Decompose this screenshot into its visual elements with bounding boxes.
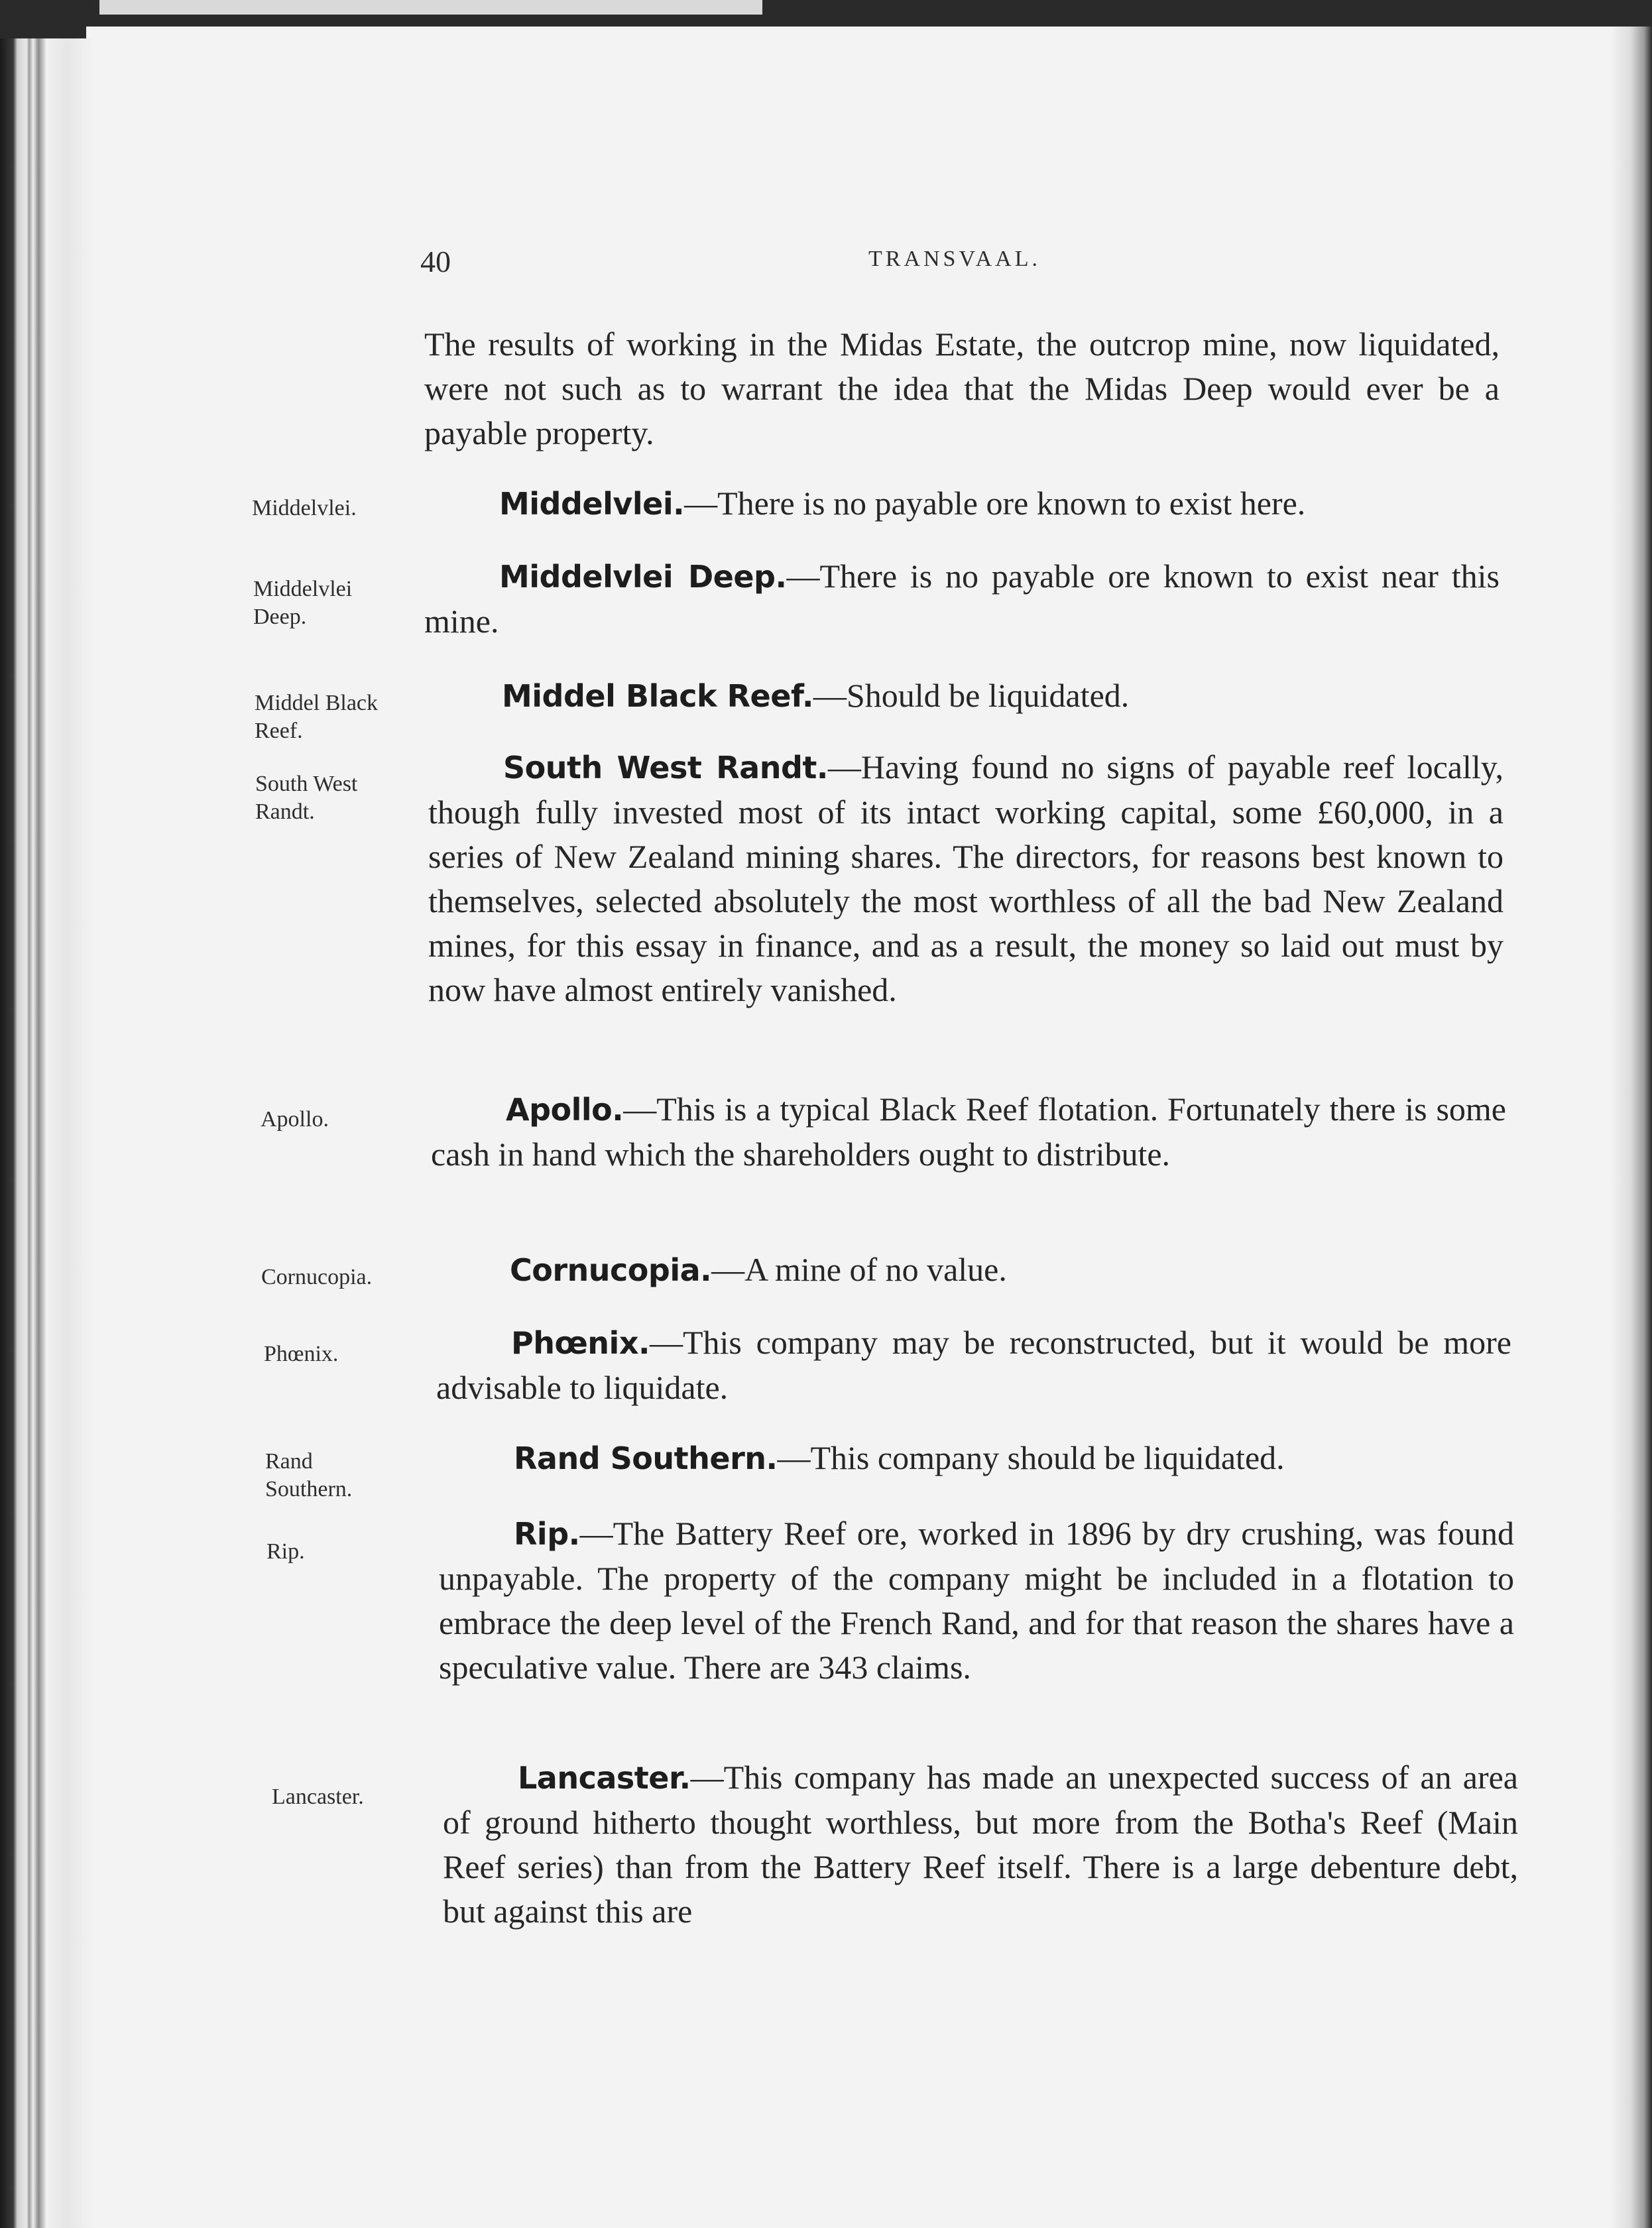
margin-note-line: Randt. bbox=[255, 799, 315, 824]
entry-rip: Rip.—The Battery Reef ore, worked in 1896 by dry crushing, was found unpayable. The property of the company might be included in a flotation to embrace the deep level of the French Rand, and for that reason the shares have a speculative value. There are 343 claims. bbox=[439, 1515, 1514, 1686]
entry-title: Lancaster. bbox=[518, 1760, 691, 1796]
margin-note-line: Reef. bbox=[255, 719, 303, 743]
page-number: 40 bbox=[420, 245, 451, 278]
margin-note-cornucopia bbox=[261, 1263, 372, 1291]
margin-note-line: Middel Black bbox=[255, 691, 379, 715]
entry-text: This company may be reconstructed, but it would be more advisable to liquidate. bbox=[436, 1324, 1511, 1406]
margin-note-line: Southern. bbox=[265, 1477, 353, 1501]
entry-lancaster: Lancaster.—This company has made an unexpected success of an area of ground hitherto thought worthless, but more from the Botha's Reef (Main Reef series) than from the Battery Reef itself. There is a large debenture debt, but against this are bbox=[443, 1759, 1518, 1930]
entry-text: Having found no signs of payable reef locally, though fully invested most of its intact working capital, some £60,000, in a series of New Zealand mining shares. The directors, for reasons best known to themselves, selected absolutely the most worthless of all the bad New Zealand mines, for this essay in finance, and as a result, the money so laid out must by now have almost entirely vanished. bbox=[428, 748, 1504, 1008]
margin-note-line: Phœnix. bbox=[264, 1342, 339, 1366]
margin-note-line: South West bbox=[255, 772, 358, 796]
margin-note-line: Lancaster. bbox=[272, 1785, 364, 1809]
entry-text: A mine of no value. bbox=[744, 1251, 1007, 1288]
entry-phoenix: Phœnix.—This company may be reconstructed, but it would be more advisable to liquidate. bbox=[436, 1324, 1511, 1406]
margin-note-south-west-randt bbox=[255, 770, 357, 826]
entry-title: Apollo. bbox=[506, 1092, 624, 1128]
entry-rand-southern: Rand Southern.—This company should be liquidated. bbox=[514, 1439, 1285, 1476]
intro-paragraph bbox=[424, 322, 1500, 455]
entry-title: Rip. bbox=[514, 1516, 580, 1552]
margin-note-rip bbox=[266, 1538, 305, 1566]
entry-title: Middel Black Reef. bbox=[502, 678, 813, 714]
book-spine bbox=[0, 38, 93, 2228]
entry-middel-black-reef: Middel Black Reef.—Should be liquidated. bbox=[502, 677, 1130, 714]
page-right-edge bbox=[1611, 27, 1652, 2228]
entry-middelvlei: Middelvlei.—There is no payable ore known to exist here. bbox=[499, 485, 1306, 522]
entry-title: Cornucopia. bbox=[510, 1252, 712, 1288]
entry-text: This company should be liquidated. bbox=[810, 1439, 1285, 1476]
entry-title: Middelvlei. bbox=[499, 486, 685, 522]
margin-note-apollo bbox=[261, 1106, 329, 1134]
entry-text: The Battery Reef ore, worked in 1896 by dry crushing, was found unpayable. The property of the company might be included in a flotation to embrace the deep level of the French Rand, and for that reason the shares have a speculative value. There are 343 claims. bbox=[439, 1515, 1514, 1686]
entry-title: Rand Southern. bbox=[514, 1440, 778, 1476]
entry-south-west-randt: South West Randt.—Having found no signs of payable reef locally, though fully invested most of its intact working capital, some £60,000, in a series of New Zealand mining shares. The directors, for reasons best known to themselves, selected absolutely the most worthless of all the bad New Zealand mines, for this essay in finance, and as a result, the money so laid out must by now have almost entirely vanished. bbox=[428, 748, 1504, 1008]
margin-note-middelvlei-deep bbox=[253, 575, 352, 631]
entry-cornucopia: Cornucopia.—A mine of no value. bbox=[510, 1251, 1007, 1288]
adjacent-sheet bbox=[99, 0, 762, 15]
entry-text: Should be liquidated. bbox=[846, 677, 1130, 714]
margin-note-line: Apollo. bbox=[261, 1107, 329, 1132]
margin-note-line: Deep. bbox=[253, 605, 307, 629]
entry-text: There is no payable ore known to exist here. bbox=[717, 485, 1306, 522]
entry-middelvlei-deep: Middelvlei Deep.—There is no payable ore known to exist near this mine. bbox=[424, 557, 1500, 640]
margin-note-middel-black-reef bbox=[255, 689, 378, 745]
entry-text: This company has made an unexpected success of an area of ground hitherto thought worthless, but more from the Botha's Reef (Main Reef series) than from the Battery Reef itself. There is a large debenture debt, but against this are bbox=[443, 1759, 1518, 1930]
entry-text: There is no payable ore known to exist near this mine. bbox=[424, 557, 1500, 640]
entry-title: Middelvlei Deep. bbox=[499, 559, 787, 595]
margin-note-rand-southern bbox=[265, 1448, 352, 1503]
margin-note-line: Middelvlei bbox=[253, 577, 353, 601]
margin-note-middelvlei bbox=[252, 495, 357, 522]
margin-note-lancaster bbox=[272, 1783, 364, 1811]
entry-title: South West Randt. bbox=[503, 750, 828, 786]
margin-note-line: Middelvlei. bbox=[252, 496, 357, 520]
margin-note-line: Cornucopia. bbox=[261, 1265, 373, 1289]
intro-text: The results of working in the Midas Estate, the outcrop mine, now liquidated, were not such as to warrant the idea that the Midas Deep would ever be a payable property. bbox=[424, 325, 1500, 451]
entry-text: This is a typical Black Reef flotation. Fortunately there is some cash in hand which the shareholders ought to distribute. bbox=[431, 1090, 1506, 1173]
margin-note-phoenix bbox=[264, 1340, 338, 1368]
running-head: TRANSVAAL. bbox=[868, 247, 1041, 271]
entry-apollo: Apollo.—This is a typical Black Reef flotation. Fortunately there is some cash in hand which the shareholders ought to distribute. bbox=[431, 1090, 1506, 1173]
entry-title: Phœnix. bbox=[511, 1325, 650, 1361]
margin-note-line: Rip. bbox=[266, 1539, 305, 1564]
margin-note-line: Rand bbox=[265, 1449, 313, 1474]
